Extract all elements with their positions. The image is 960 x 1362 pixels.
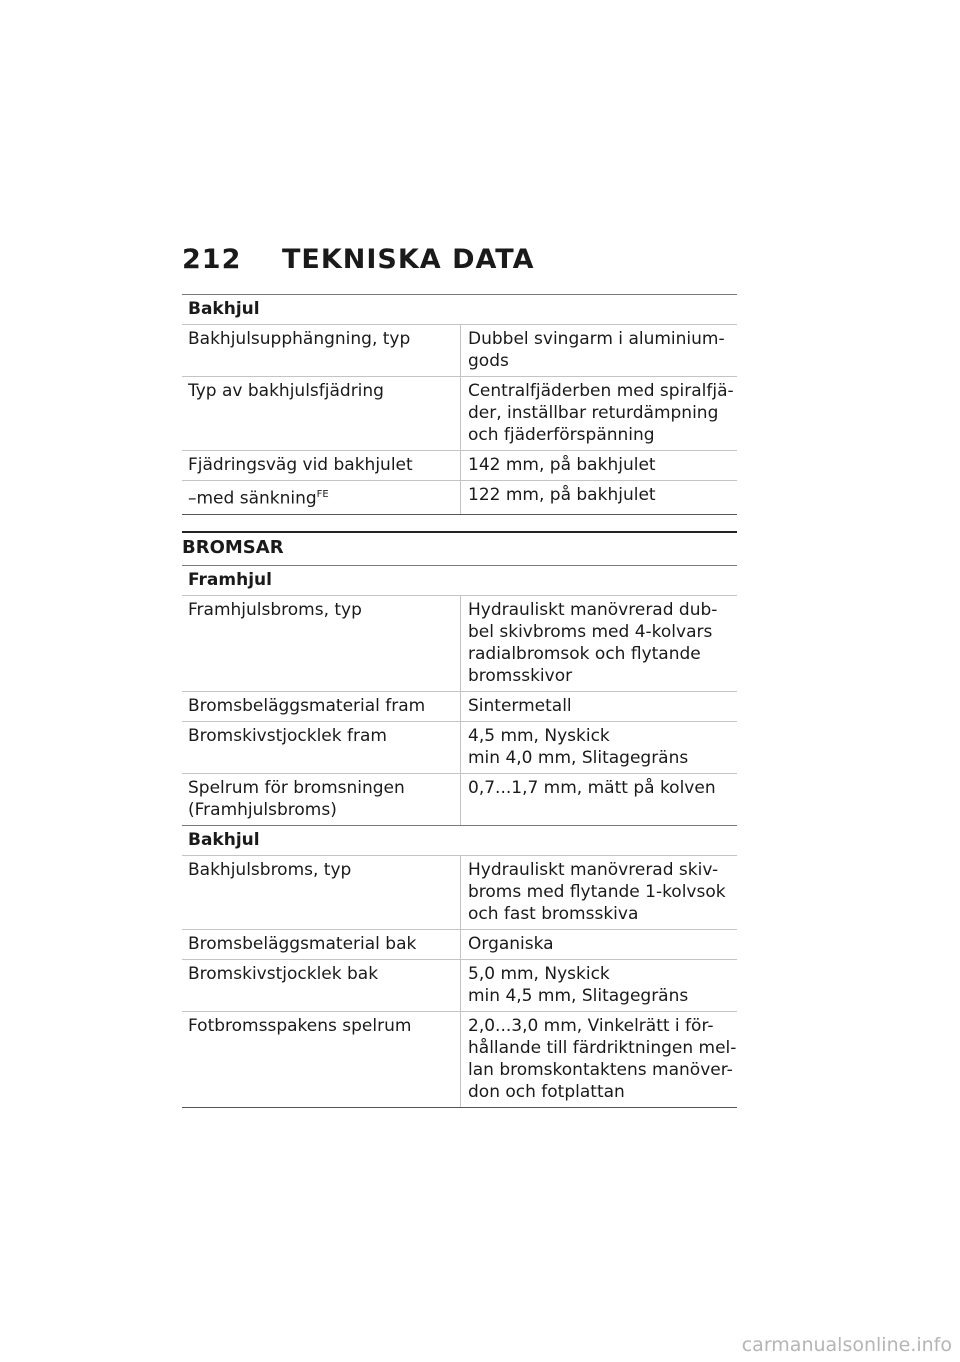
row-label: Bakhjulsupphängning, typ	[182, 325, 461, 376]
table-row	[182, 324, 737, 376]
table-row	[182, 721, 737, 773]
row-value: 0,7...1,7 mm, mätt på kolven	[468, 777, 716, 798]
table-row	[182, 450, 737, 480]
row-value: Organiska	[468, 933, 554, 954]
row-label: Typ av bakhjulsfjädring	[182, 377, 461, 450]
row-value: 122 mm, på bakhjulet	[468, 485, 656, 505]
table-subheading: Bakhjul	[182, 294, 737, 324]
row-value: Dubbel svingarm i aluminium- gods	[468, 329, 725, 371]
row-value: Sintermetall	[468, 695, 572, 716]
row-value: Hydrauliskt manövrerad skiv- broms med flytande 1-kolvsok och fast bromsskiva	[468, 859, 726, 924]
table-row	[182, 480, 737, 514]
row-label: Spelrum för bromsningen (Framhjulsbroms)	[182, 774, 461, 825]
table-subheading: Bakhjul	[182, 825, 737, 855]
table-row	[182, 929, 737, 959]
row-label: Fotbromsspakens spelrum	[182, 1012, 461, 1107]
row-label: Bromskivstjocklek fram	[182, 722, 461, 773]
row-label-text: –med sänkning	[188, 488, 317, 509]
row-value: 2,0...3,0 mm, Vinkelrätt i för- hållande till färdriktningen mel- lan bromskontaktens manöver- don och fotplattan	[468, 1015, 737, 1102]
option-superscript: FE	[316, 489, 329, 500]
row-label: Bromskivstjocklek bak	[182, 960, 461, 1011]
row-label: Bromsbeläggsmaterial fram	[182, 692, 461, 721]
table-row	[182, 691, 737, 721]
row-label: Bromsbeläggsmaterial bak	[182, 930, 461, 959]
page-number: 212	[182, 244, 242, 275]
page-header	[182, 244, 535, 275]
row-label: Fjädringsväg vid bakhjulet	[182, 451, 461, 480]
table-subheading: Framhjul	[182, 565, 737, 595]
row-label	[182, 481, 461, 514]
table-row	[182, 959, 737, 1011]
table-row	[182, 595, 737, 691]
row-value: 4,5 mm, Nyskick min 4,0 mm, Slitagegräns	[468, 725, 689, 768]
row-value: Centralfjäderben med spiralfjä- der, inställbar returdämpning och fjäderförspänning	[468, 381, 734, 445]
brakes-table	[182, 565, 737, 1108]
page-content	[182, 294, 737, 1108]
row-value: Hydrauliskt manövrerad dub- bel skivbroms med 4-kolvars radialbromsok och flytande bromsskivor	[468, 599, 718, 686]
table-divider	[182, 1107, 737, 1108]
rear-wheel-table	[182, 294, 737, 515]
watermark: carmanualsonline.info	[741, 1334, 952, 1356]
row-label: Bakhjulsbroms, typ	[182, 856, 461, 929]
table-row	[182, 855, 737, 929]
row-value: 5,0 mm, Nyskick min 4,5 mm, Slitagegräns	[468, 963, 689, 1006]
page-title: TEKNISKA DATA	[282, 244, 535, 275]
table-row	[182, 773, 737, 825]
table-divider	[182, 514, 737, 515]
row-value: 142 mm, på bakhjulet	[468, 455, 656, 475]
row-label: Framhjulsbroms, typ	[182, 596, 461, 691]
section-title-brakes: BROMSAR	[182, 531, 737, 565]
table-row	[182, 1011, 737, 1107]
table-row	[182, 376, 737, 450]
